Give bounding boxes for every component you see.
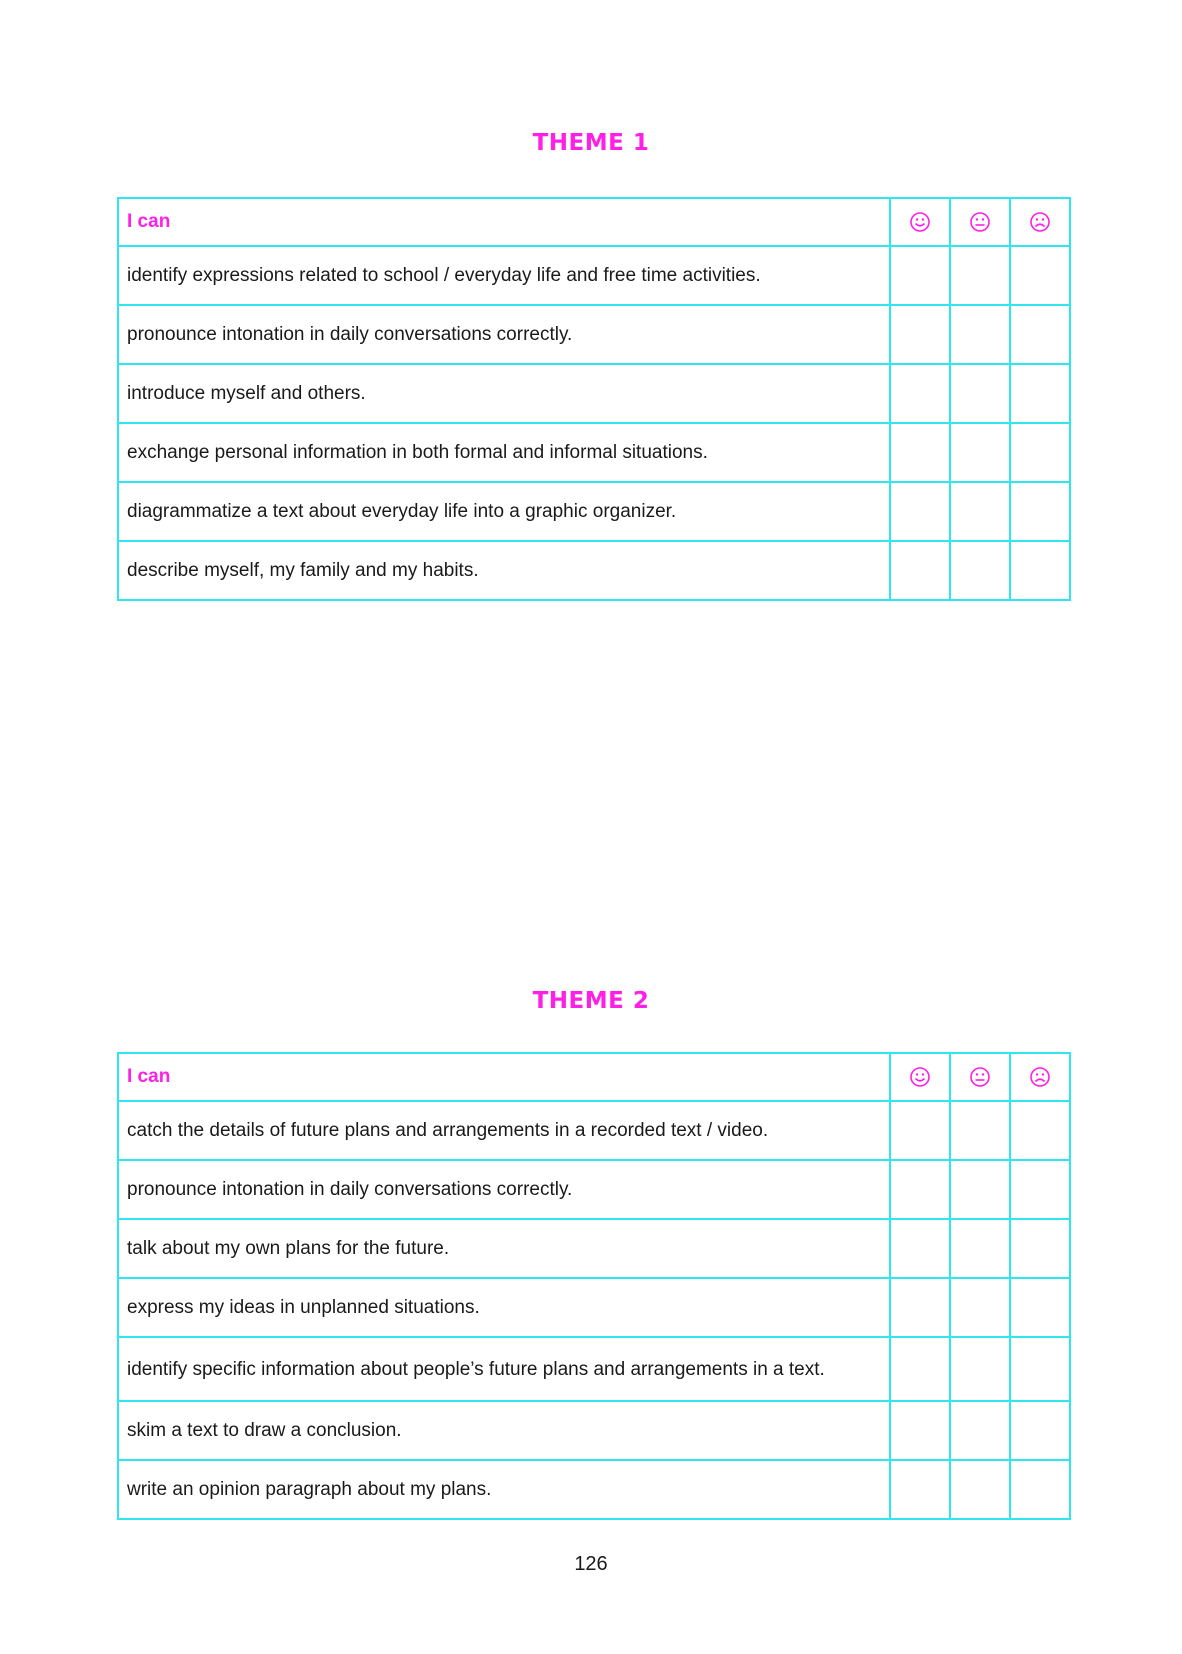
header-sad-cell [1010,198,1070,246]
neutral-checkbox-cell[interactable] [950,246,1010,305]
happy-checkbox-cell[interactable] [890,246,950,305]
happy-checkbox-cell[interactable] [890,364,950,423]
happy-checkbox-cell[interactable] [890,482,950,541]
neutral-checkbox-cell[interactable] [950,305,1010,364]
happy-checkbox-cell[interactable] [890,1278,950,1337]
table-row [118,305,1070,364]
page-number: 126 [574,1553,608,1575]
table-row [118,1160,1070,1219]
smiley-face-icon [909,1066,931,1088]
sad-checkbox-cell[interactable] [1010,1337,1070,1401]
table-row [118,246,1070,305]
header-happy-cell [890,1053,950,1101]
neutral-checkbox-cell[interactable] [950,541,1010,600]
sad-checkbox-cell[interactable] [1010,1101,1070,1160]
header-happy-cell [890,198,950,246]
neutral-checkbox-cell[interactable] [950,1278,1010,1337]
neutral-checkbox-cell[interactable] [950,1401,1010,1460]
neutral-face-icon [969,211,991,233]
happy-checkbox-cell[interactable] [890,423,950,482]
happy-checkbox-cell[interactable] [890,1337,950,1401]
can-do-statement: pronounce intonation in daily conversations correctly. [118,305,890,364]
sad-checkbox-cell[interactable] [1010,541,1070,600]
happy-checkbox-cell[interactable] [890,1460,950,1519]
header-label-cell [118,1053,890,1101]
header-neutral-cell [950,198,1010,246]
theme-2-title: THEME 2 [532,988,650,1014]
i-can-label: I can [127,211,171,232]
happy-checkbox-cell[interactable] [890,305,950,364]
happy-checkbox-cell[interactable] [890,1219,950,1278]
table-row [118,1337,1070,1401]
sad-checkbox-cell[interactable] [1010,1460,1070,1519]
neutral-checkbox-cell[interactable] [950,1337,1010,1401]
sad-face-icon [1029,211,1051,233]
sad-checkbox-cell[interactable] [1010,246,1070,305]
smiley-face-icon [909,211,931,233]
sad-face-icon [1029,1066,1051,1088]
sad-checkbox-cell[interactable] [1010,482,1070,541]
table-header-row [118,1053,1070,1101]
sad-checkbox-cell[interactable] [1010,1401,1070,1460]
neutral-checkbox-cell[interactable] [950,1219,1010,1278]
sad-checkbox-cell[interactable] [1010,364,1070,423]
theme-2-checklist-table [117,1052,1071,1520]
can-do-statement: exchange personal information in both formal and informal situations. [118,423,890,482]
i-can-label: I can [127,1066,171,1087]
table-row [118,1278,1070,1337]
table-row [118,482,1070,541]
sad-checkbox-cell[interactable] [1010,423,1070,482]
table-row [118,423,1070,482]
can-do-statement: diagrammatize a text about everyday life into a graphic organizer. [118,482,890,541]
happy-checkbox-cell[interactable] [890,541,950,600]
can-do-statement: pronounce intonation in daily conversations correctly. [118,1160,890,1219]
sad-checkbox-cell[interactable] [1010,1219,1070,1278]
can-do-statement: catch the details of future plans and arrangements in a recorded text / video. [118,1101,890,1160]
header-neutral-cell [950,1053,1010,1101]
neutral-checkbox-cell[interactable] [950,1460,1010,1519]
happy-checkbox-cell[interactable] [890,1160,950,1219]
can-do-statement: introduce myself and others. [118,364,890,423]
neutral-checkbox-cell[interactable] [950,364,1010,423]
can-do-statement: talk about my own plans for the future. [118,1219,890,1278]
theme-1-checklist-table [117,197,1071,601]
can-do-statement: write an opinion paragraph about my plans. [118,1460,890,1519]
sad-checkbox-cell[interactable] [1010,1278,1070,1337]
neutral-checkbox-cell[interactable] [950,1160,1010,1219]
header-sad-cell [1010,1053,1070,1101]
sad-checkbox-cell[interactable] [1010,305,1070,364]
can-do-statement: identify specific information about people’s future plans and arrangements in a text. [118,1337,890,1401]
table-row [118,1101,1070,1160]
sad-checkbox-cell[interactable] [1010,1160,1070,1219]
table-row [118,1460,1070,1519]
theme-1-title: THEME 1 [532,130,650,156]
table-row [118,1219,1070,1278]
happy-checkbox-cell[interactable] [890,1101,950,1160]
can-do-statement: skim a text to draw a conclusion. [118,1401,890,1460]
table-row [118,364,1070,423]
neutral-face-icon [969,1066,991,1088]
can-do-statement: describe myself, my family and my habits. [118,541,890,600]
happy-checkbox-cell[interactable] [890,1401,950,1460]
can-do-statement: express my ideas in unplanned situations. [118,1278,890,1337]
can-do-statement: identify expressions related to school / everyday life and free time activities. [118,246,890,305]
neutral-checkbox-cell[interactable] [950,482,1010,541]
table-row [118,1401,1070,1460]
table-row [118,541,1070,600]
header-label-cell [118,198,890,246]
table-header-row [118,198,1070,246]
neutral-checkbox-cell[interactable] [950,423,1010,482]
neutral-checkbox-cell[interactable] [950,1101,1010,1160]
